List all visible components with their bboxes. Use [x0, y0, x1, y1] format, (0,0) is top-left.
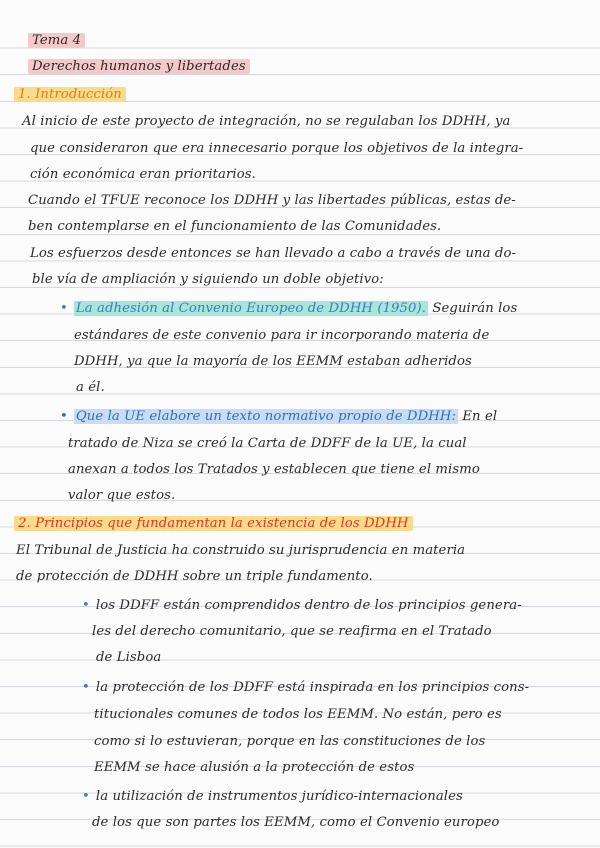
bullet-1-rest: Seguirán los	[432, 301, 518, 316]
section-1-line: ble vía de ampliación y siguiendo un doble objetivo:	[32, 272, 384, 287]
section-1-bullet-1	[60, 299, 517, 319]
section-1-line: que consideraron que era innecesario porque los objetivos de la integra-	[30, 141, 524, 156]
section-2-line: El Tribunal de Justicia ha construido su jurisprudencia en materia	[16, 543, 466, 558]
section-2-bullet-1-line: de Lisboa	[96, 650, 162, 665]
section-2-bullet-1	[82, 596, 522, 616]
section-1-line: ción económica eran prioritarios.	[30, 167, 256, 182]
section-2-bullet-3-line: de los que son partes los EEMM, como el Convenio europeo	[92, 815, 500, 830]
bullet-2-line: valor que estos.	[68, 488, 176, 503]
section-2-bullet-3	[82, 787, 463, 807]
section-2-heading	[14, 514, 413, 534]
bullet-1-line: estándares de este convenio para ir incorporando materia de	[74, 328, 490, 343]
section-2-bullet-1-line: les del derecho comunitario, que se reafirma en el Tratado	[92, 624, 492, 639]
bullet-dot-icon: •	[82, 789, 90, 804]
bullet-1-line: DDHH, ya que la mayoría de los EEMM estaban adheridos	[74, 354, 472, 369]
section-2-bullet-2-line: EEMM se hace alusión a la protección de estos	[94, 760, 415, 775]
bullet-dot-icon: •	[82, 680, 90, 695]
section-2-line: de protección de DDHH sobre un triple fundamento.	[16, 569, 373, 584]
page-title-text: Derechos humanos y libertades	[28, 59, 250, 74]
bullet-dot-icon: •	[60, 301, 68, 316]
section-1-line: Los esfuerzos desde entonces se han llevado a cabo a través de una do-	[30, 246, 517, 261]
section-2-bullet-3-line: la utilización de instrumentos jurídico-internacionales	[95, 789, 463, 804]
section-2-bullet-2	[82, 678, 529, 698]
bullet-1-highlight: La adhesión al Convenio Europeo de DDHH (1950).	[75, 301, 427, 316]
section-2-bullet-2-line: titucionales comunes de todos los EEMM. No están, pero es	[94, 707, 502, 722]
section-1-bullet-2	[60, 407, 497, 427]
bullet-dot-icon: •	[82, 598, 90, 613]
section-2-bullet-2-line: la protección de los DDFF está inspirada en los principios cons-	[95, 680, 530, 695]
section-1-line: Cuando el TFUE reconoce los DDHH y las libertades públicas, estas de-	[28, 193, 516, 208]
topic-label-text: Tema 4	[28, 33, 85, 48]
section-1-line: ben contemplarse en el funcionamiento de las Comunidades.	[28, 219, 442, 234]
page-title	[28, 57, 250, 77]
section-1-heading-text: 1. Introducción	[14, 87, 126, 102]
topic-label	[28, 31, 85, 51]
bullet-2-highlight: Que la UE elabore un texto normativo propio de DDHH:	[75, 409, 457, 424]
section-1-heading	[14, 85, 126, 105]
section-2-bullet-2-line: como si lo estuvieran, porque en las constituciones de los	[94, 734, 486, 749]
section-2-heading-text: 2. Principios que fundamentan la existencia de los DDHH	[14, 516, 413, 531]
bullet-dot-icon: •	[60, 409, 68, 424]
bullet-2-line: tratado de Niza se creó la Carta de DDFF de la UE, la cual	[68, 436, 467, 451]
bullet-2-line: anexan a todos los Tratados y establecen que tiene el mismo	[68, 462, 480, 477]
section-2-bullet-1-line: los DDFF están comprendidos dentro de los principios genera-	[95, 598, 522, 613]
bullet-2-rest: En el	[462, 409, 498, 424]
section-1-line: Al inicio de este proyecto de integración, no se regulaban los DDHH, ya	[22, 114, 511, 129]
bullet-1-line: a él.	[76, 380, 105, 395]
